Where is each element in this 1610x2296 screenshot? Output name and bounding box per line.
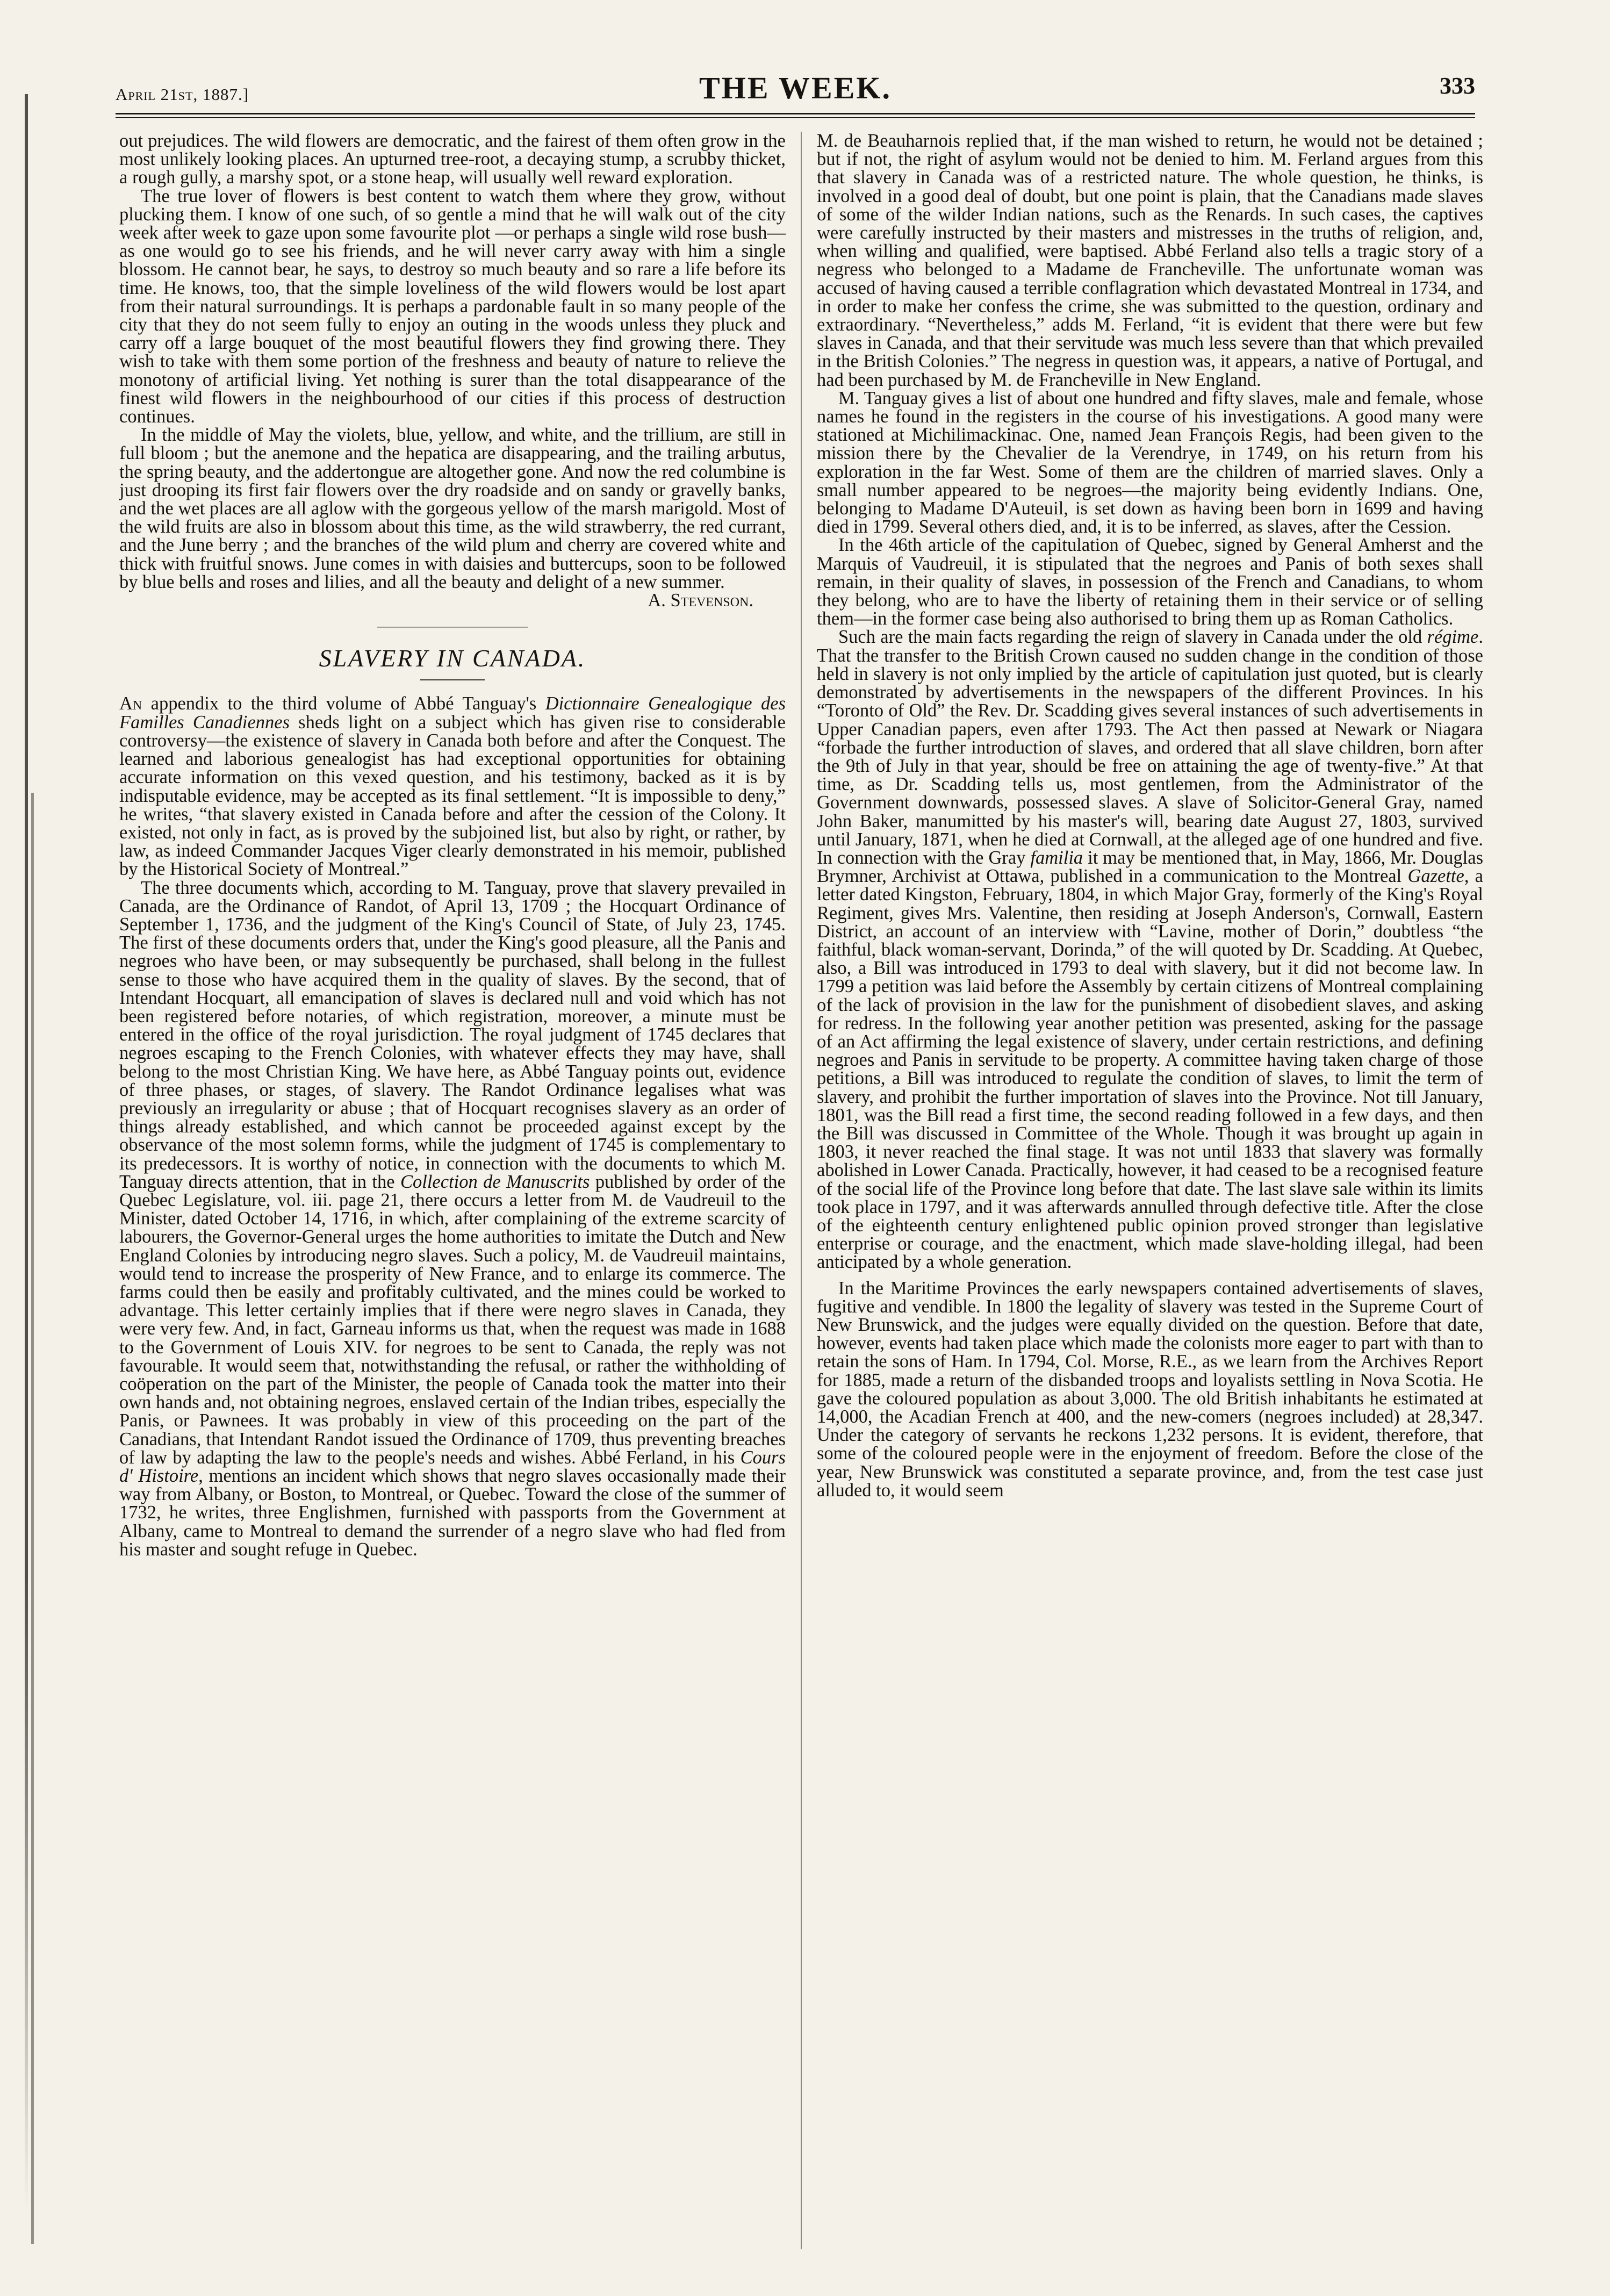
page-number: 333: [1440, 73, 1475, 99]
article-paragraph: In the middle of May the violets, blue, yellow, and white, and the trillium, are still in full bloom ; but the anemone and the hepatica are disappearing, and the trailing arbutus, the spring beauty, and the addertongue are altogether gone. And now the red columbine is just drooping its first fair flowers over the dry roadside and on sandy or gravelly banks, and the wet places are all aglow with the gorgeous yellow of the marsh marigold. Most of the wild fruits are also in blossom about this time, as the wild strawberry, the red currant, and the June berry ; and the branches of the wild plum and cherry are covered white and thick with fruitful snows. June comes in with daisies and buttercups, soon to be followed by blue bells and roses and lilies, and all the beauty and delight of a new summer.: [119, 425, 786, 592]
column-divider: [801, 132, 802, 2249]
text-run: it may be mentioned that, in May, 1866, Mr. Douglas Brymner, Archivist at Ottawa, published in a communication to the Montreal: [817, 847, 1483, 887]
text-run: The three documents which, according to M. Tanguay, prove that slavery prevailed in Canada, are the Ordinance of Randot, of April 13, 1709 ; the Hocquart Ordinance of September 1, 1736, and the judgment of the King's Council of State, of July 23, 1745. The first of these documents orders that, under the King's good pleasure, all the Panis and negroes who have been, or may subsequently be purchased, shall belong in the fullest sense to those who have acquired them in the quality of slaves. By the second, that of Intendant Hocquart, all emancipation of slaves is declared null and void which has not been registered before notaries, of which registration, moreover, a minute must be entered in the office of the royal jurisdiction. The royal judgment of 1745 declares that negroes escaping to the French Colonies, with whatever effects they may have, shall belong to the most Christian King. We have here, as Abbé Tanguay points out, evidence of three phases, or stages, of slavery. The Randot Ordinance legalises what was previously an irregularity or abuse ; that of Hocquart recognises slavery as an order of things already established, and which cannot be proceeded against except by the observance of the most solemn forms, while the judgment of 1745 is complementary to its predecessors. It is worthy of notice, in connection with the documents to which M. Tanguay directs attention, that in the: [119, 877, 786, 1192]
emphasis: familia: [1030, 847, 1083, 868]
article-paragraph: [817, 628, 1483, 1271]
title-underline: [420, 679, 485, 680]
lead-word: An: [119, 693, 142, 714]
book-title: Cours d' Histoire: [119, 1447, 786, 1487]
publication-title: THE WEEK.: [699, 70, 892, 105]
article-paragraph: out prejudices. The wild flowers are democratic, and the fairest of them often grow in the most unlikely looking places. An upturned tree-root, a decaying stump, a scrubby thicket, a rough gully, a marshy spot, or a stone heap, will usually well reward exploration.: [119, 131, 786, 188]
author-name: A. Stevenson.: [648, 590, 753, 611]
binding-edge: [25, 94, 28, 2212]
article-paragraph: In the 46th article of the capitulation of Quebec, signed by General Amherst and the Marquis of Vaudreuil, it is stipulated that the negroes and Panis of both sexes shall remain, in their quality of slaves, in possession of the French and Canadians, to whom they belong, who are to have the liberty of retaining them in their service or of selling them—in the former case being also authorised to bring them up as Roman Catholics.: [817, 535, 1483, 629]
text-run: sheds light on a subject which has given rise to considerable controversy—the existence of slavery in Canada both before and after the Conquest. The learned and laborious genealogist has had exceptional opportunities for obtaining accurate information on this vexed question, and his testimony, backed as it is by indisputable evidence, may be accepted as its final settlement. “It is impossible to deny,” he writes, “that slavery existed in Canada before and after the cession of the Colony. It existed, not only in fact, as is proved by the subjoined list, but also by right, or rather, by law, as indeed Commander Jacques Viger clearly demonstrated in his memoir, published by the Historical Society of Montreal.”: [119, 712, 786, 880]
text-run: , mentions an incident which shows that negro slaves occasionally made their way from Albany, or Boston, to Montreal, or Quebec. Toward the close of the summer of 1732, he writes, three Englishmen, furnished with passports from the Government at Albany, came to Montreal to demand the surrender of a negro slave who had fled from his master and sought refuge in Quebec.: [119, 1466, 786, 1560]
right-column: [817, 132, 1483, 2276]
article-paragraph: In the Maritime Provinces the early newspapers contained advertisements of slaves, fugitive and vendible. In 1800 the legality of slavery was tested in the Supreme Court of New Brunswick, and the judges were equally divided on the question. Before that date, however, events had taken place which made the colonists more eager to part with than to retain the sons of Ham. In 1794, Col. Morse, R.E., as we learn from the Archives Report for 1885, made a return of the disbanded troops and loyalists settling in Nova Scotia. He gave the coloured population as about 3,000. The old British inhabitants he estimated at 14,000, the Acadian French at 400, and the new-comers (negroes included) at 28,347. Under the category of servants he reckons 1,232 persons. It is evident, therefore, that some of the coloured people were in the enjoyment of freedom. Before the close of the year, New Brunswick was constituted a separate province, and, from the test case just alluded to, it would seem: [817, 1278, 1483, 1501]
text-run: , a letter dated Kingston, February, 1804, in which Major Gray, formerly of the King's Royal Regiment, gives Mrs. Valentine, then residing at Joseph Anderson's, Cornwall, Eastern District, an account of an interview with “Lavine, mother of Dorin,” doubtless “the faithful, black woman-servant, Dorinda,” of the will quoted by Dr. Scadding. At Quebec, also, a Bill was introduced in 1793 to deal with slavery, but it did not become law. In 1799 a petition was laid before the Assembly by certain citizens of Montreal complaining of the lack of provision in the law for the punishment of disobedient slaves, and asking for redress. In the following year another petition was presented, asking for the passage of an Act affirming the legal existence of slavery, under certain restrictions, and defining negroes and Panis in servitude to be property. A committee having taken charge of those petitions, a Bill was introduced to regulate the condition of slaves, to limit the term of slavery, and prohibit the further importation of slaves into the Province. Not till January, 1801, was the Bill read a first time, the second reading followed in a few days, and then the Bill was discussed in Committee of the Whole. Though it was brought up again in 1803, it never reached the final stage. It was not until 1833 that slavery was formally abolished in Lower Canada. Practically, however, it had ceased to be a recognised feature of the social life of the Province long before that date. The last slave sale within its limits took place in 1797, and it was afterwards annulled through defective title. After the close of the eighteenth century enlightened public opinion proved stronger than legislative enterprise or courage, and the enactment, which made slave-holding illegal, had been anticipated by a whole generation.: [817, 866, 1483, 1273]
newspaper-title: Gazette: [1407, 866, 1464, 887]
issue-date: April 21st, 1887.]: [116, 85, 249, 104]
text-run: Such are the main facts regarding the reign of slavery in Canada under the old: [838, 627, 1427, 648]
article-paragraph: M. de Beauharnois replied that, if the man wished to return, he would not be detained ; but if not, the right of asylum would not be denied to him. M. Ferland argues from this that slavery in Canada was of a restricted nature. The whole question, he thinks, is involved in a good deal of doubt, but one point is plain, that the Canadians made slaves of some of the wilder Indian nations, such as the Renards. In such cases, the captives were carefully instructed by their masters and mistresses in the truths of religion, and, when willing and qualified, were baptised. Abbé Ferland also tells a tragic story of a negress who belonged to a Madame de Francheville. The unfortunate woman was accused of having caused a terrible conflagration which devastated Montreal in 1734, and in order to make her confess the crime, she was submitted to the question, ordinary and extraordinary. “Nevertheless,” adds M. Ferland, “it is evident that there were but few slaves in Canada, and that their servitude was much less severe than that which prevailed in the British Colonies.” The negress in question was, it appears, a native of Portugal, and had been purchased by M. de Francheville in New England.: [817, 131, 1483, 390]
book-title: Dictionnaire Genealogique des Familles Canadiennes: [119, 693, 786, 733]
text-run: appendix to the third volume of Abbé Tanguay's: [142, 693, 545, 714]
left-column: [119, 132, 786, 2260]
article-paragraph: The true lover of flowers is best content to watch them where they grow, without plucking them. I know of one such, of so gentle a mind that he will walk out of the city week after week to gaze upon some favourite plot —or perhaps a single wild rose bush—as one would go to see his friends, and he will never carry away with him a single blossom. He cannot bear, he says, to destroy so much beauty and so rare a life before its time. He knows, too, that the simple loveliness of the wild flowers would be lost apart from their natural surroundings. It is perhaps a pardonable fault in so many people of the city that they do not seem fully to enjoy an outing in the woods unless they pluck and carry off a large bouquet of the most beautiful flowers they find growing there. They wish to take with them some portion of the freshness and beauty of nature to relieve the monotony of artificial living. Yet nothing is surer than the total disappearance of the finest wild flowers in the neighbourhood of our cities if this process of destruction continues.: [119, 185, 786, 427]
article-paragraph: [119, 694, 786, 878]
section-divider: [377, 627, 528, 628]
section-title: SLAVERY IN CANADA.: [319, 644, 586, 672]
header-rule: [116, 113, 1475, 118]
text-run: . That the transfer to the British Crown caused no sudden change in the condition of those held in slavery is not only implied by the article of capitulation just quoted, but is clearly demonstrated by advertisements in the newspapers of the different Provinces. In his “Toronto of Old” the Rev. Dr. Scadding gives several instances of such advertisements in Upper Canadian papers, even after 1793. The Act then passed at Newark or Niagara “forbade the further introduction of slaves, and ordered that all slave children, born after the 9th of July in that year, should be free on attaining the age of twenty-five.” At that time, as Dr. Scadding tells us, most gentlemen, from the Administrator of the Government downwards, possessed slaves. A slave of Solicitor-General Gray, named John Baker, manumitted by his master's will, bearing date August 27, 1803, survived until January, 1871, when he died at Cornwall, at the alleged age of one hundred and five. In connection with the Gray: [817, 627, 1483, 868]
text-run: published by order of the Quebec Legislature, vol. iii. page 21, there occurs a letter from M. de Vaudreuil to the Minister, dated October 14, 1716, in which, after complaining of the extreme scarcity of labourers, the Governor-General urges the home authorities to imitate the Dutch and New England Colonies by introducing negro slaves. Such a policy, M. de Vaudreuil maintains, would tend to increase the prosperity of New France, and to enlarge its commerce. The farms could then be easily and profitably cultivated, and the mines could be worked to advantage. This letter certainly implies that if there were negro slaves in Canada, they were very few. And, in fact, Garneau informs us that, when the request was made in 1688 to the Government of Louis XIV. for negroes to be sent to Canada, the reply was not favourable. It would seem that, notwithstanding the refusal, or rather the withholding of coöperation on the part of the Minister, the people of Canada took the matter into their own hands and, not obtaining negroes, enslaved certain of the Indian tribes, especially the Panis, or Pawnees. It was probably in view of this proceeding on the part of the Canadians, that Intendant Randot issued the Ordinance of 1709, thus preventing breaches of law by adapting the law to the people's needs and wishes. Abbé Ferland, in his: [119, 1171, 786, 1468]
author-signature: [119, 591, 786, 609]
article-paragraph: [119, 879, 786, 1559]
article-paragraph: M. Tanguay gives a list of about one hundred and fifty slaves, male and female, whose names he found in the registers in the course of his investigations. A good many were stationed at Michilimackinac. One, named Jean François Regis, had been given to the mission there by the Chevalier de la Verendrye, in 1749, on his return from his exploration in the far West. Some of them are the children of married slaves. Only a small number appeared to be negroes—the majority being evidently Indians. One, belonging to Madame D'Auteuil, is set down as having been born in 1699 and having died in 1799. Several others died, and, it is to be inferred, as slaves, after the Cession.: [817, 388, 1483, 537]
page-header: [116, 63, 1475, 117]
emphasis: régime: [1427, 627, 1479, 648]
book-title: Collection de Manuscrits: [400, 1171, 590, 1192]
